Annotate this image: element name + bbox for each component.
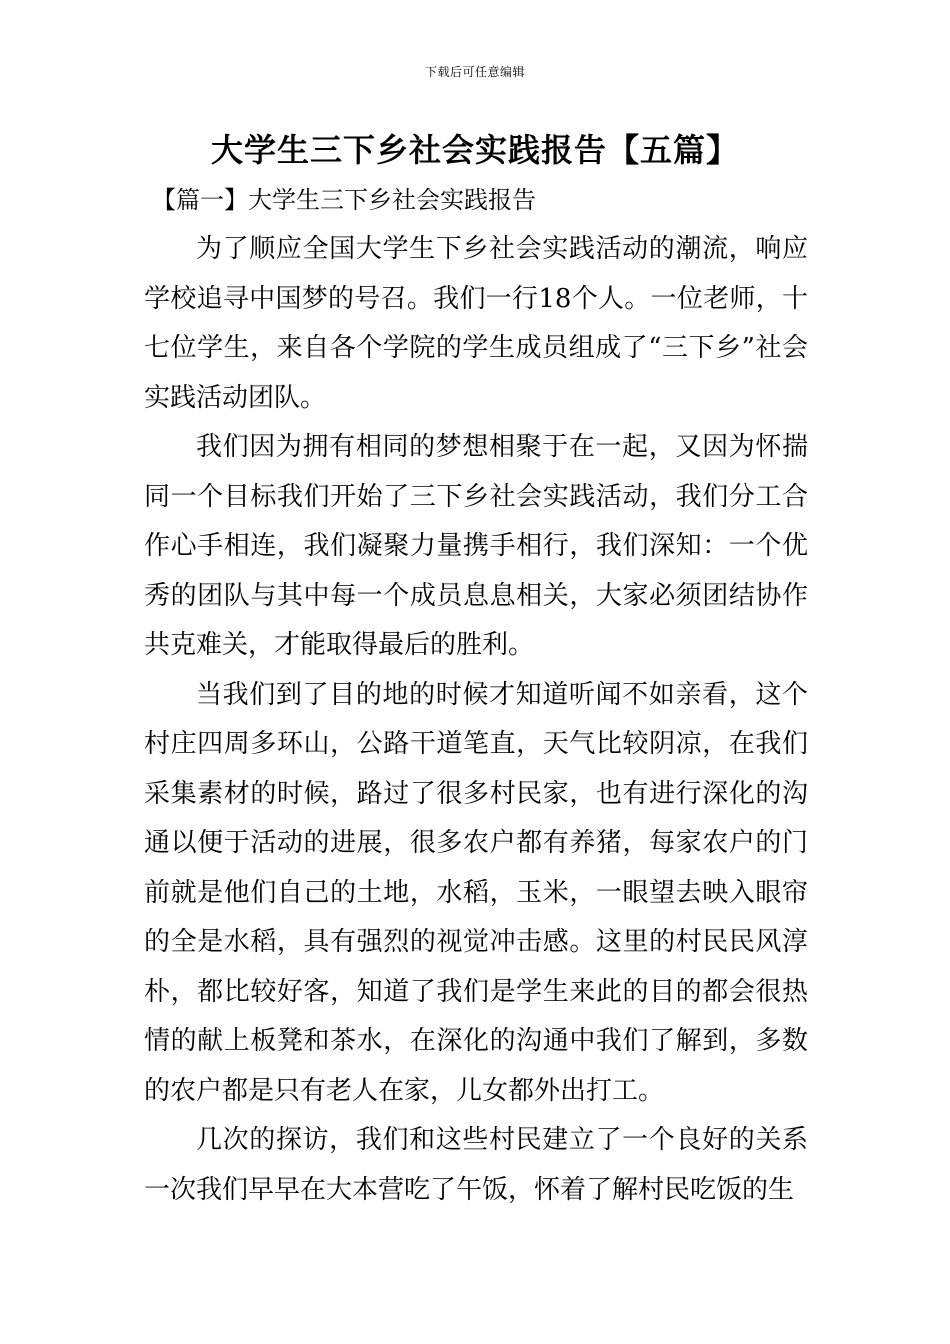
paragraph-4: 几次的探访，我们和这些村民建立了一个良好的关系一次我们早早在大本营吃了午饭，怀着了解村民吃饭的生: [144, 1125, 808, 1205]
paragraph-3: 当我们到了目的地的时候才知道听闻不如亲看，这个村庄四周多环山，公路干道笔直，天气比较阴凉，在我们采集素材的时候，路过了很多村民家，也有进行深化的沟通以便于活动的进展，很多农户都有养猪，每家农户的门前就是他们自己的土地，水稻，玉米，一眼望去映入眼帘的全是水稻，具有强烈的视觉冲击感。这里的村民民风淳朴，都比较好客，知道了我们是学生来此的目的都会很热情的献上板凳和茶水，在深化的沟通中我们了解到，多数的农户都是只有老人在家，儿女都外出打工。: [144, 679, 808, 1106]
document-title: 大学生三下乡社会实践报告【五篇】: [210, 131, 739, 169]
document-body: [144, 225, 808, 1215]
paragraph-1: 为了顺应全国大学生下乡社会实践活动的潮流，响应学校追寻中国梦的号召。我们一行18个人。一位老师，十七位学生，来自各个学院的学生成员组成了“三下乡”社会实践活动团队。: [144, 234, 808, 413]
page-header-note: 下载后可任意编辑: [424, 65, 525, 79]
paragraph-2: 我们因为拥有相同的梦想相聚于在一起，又因为怀揣同一个目标我们开始了三下乡社会实践活动，我们分工合作心手相连，我们凝聚力量携手相行，我们深知：一个优秀的团队与其中每一个成员息息相关，大家必须团结协作共克难关，才能取得最后的胜利。: [144, 432, 808, 660]
section-heading: 【篇一】大学生三下乡社会实践报告: [152, 186, 536, 214]
